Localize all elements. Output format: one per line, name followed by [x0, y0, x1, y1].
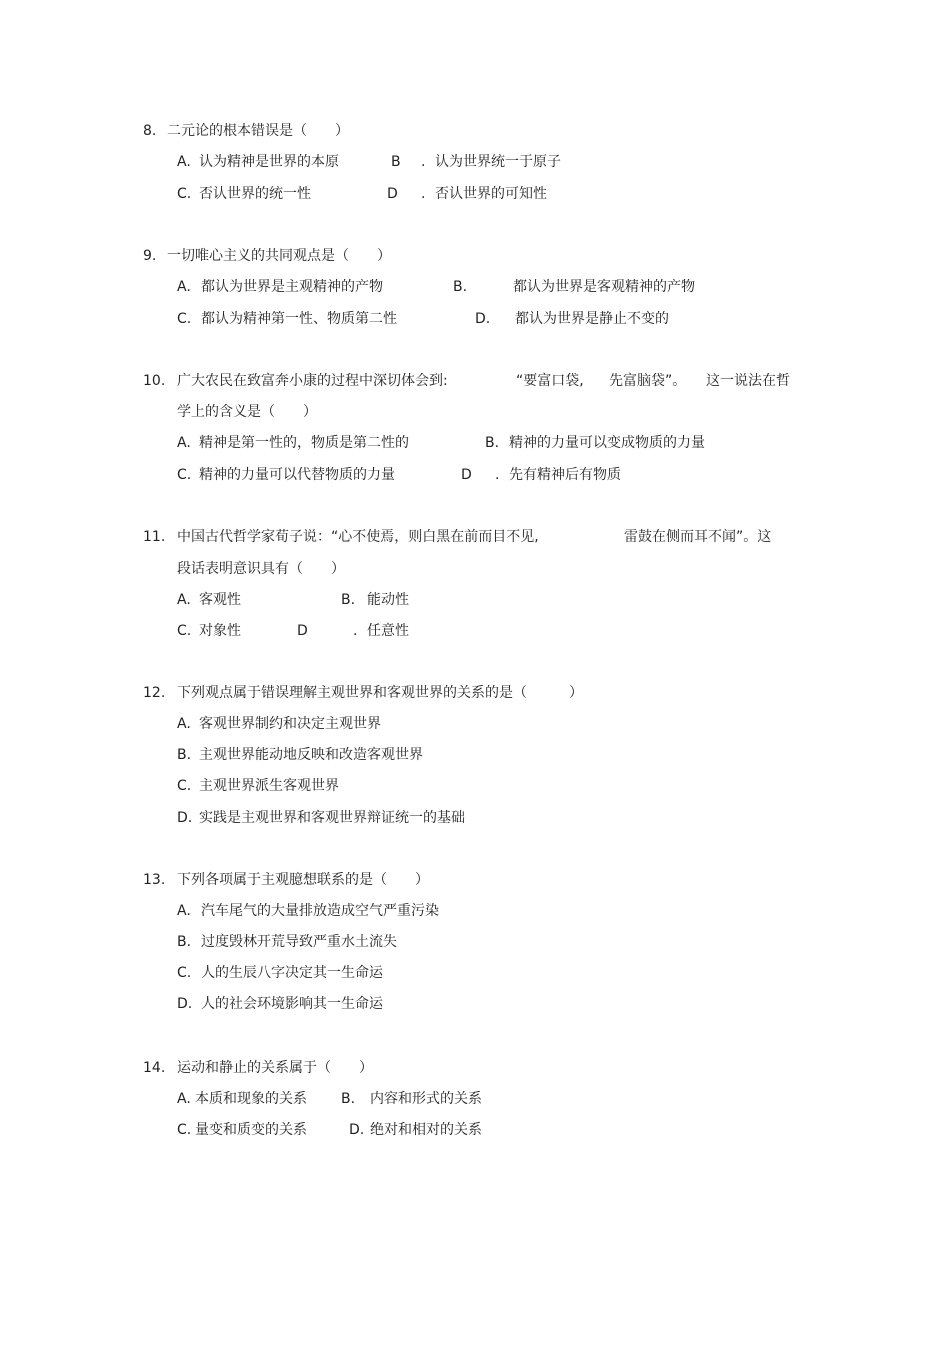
option-separator: .	[495, 467, 500, 483]
option-text: 否认世界的统一性	[199, 186, 311, 202]
option-letter: A.	[177, 279, 191, 295]
option-text: 人的生辰八字决定其一生命运	[201, 965, 383, 981]
option-letter: C.	[177, 1122, 192, 1138]
option-text: 内容和形式的关系	[370, 1091, 482, 1107]
option-letter: B.	[177, 747, 192, 763]
option-letter: B.	[341, 592, 356, 608]
option-text: 任意性	[367, 623, 409, 639]
question-number: 12.	[143, 685, 166, 701]
option-letter: A.	[177, 592, 191, 608]
option-text: 都认为世界是静止不变的	[515, 311, 669, 327]
option-text: 人的社会环境影响其一生命运	[201, 996, 383, 1012]
question-number: 14.	[143, 1060, 166, 1076]
option-text: 过度毁林开荒导致严重水土流失	[201, 934, 397, 950]
option-text: 对象性	[199, 623, 241, 639]
option-letter: D.	[349, 1122, 365, 1138]
option-letter: B.	[341, 1091, 356, 1107]
option-text: 实践是主观世界和客观世界辩证统一的基础	[199, 810, 465, 826]
question-text: 广大农民在致富奔小康的过程中深切体会到:	[177, 373, 448, 389]
option-letter: A.	[177, 716, 191, 732]
option-text: 精神的力量可以代替物质的力量	[199, 467, 395, 483]
option-letter: C.	[177, 467, 192, 483]
option-text: 精神的力量可以变成物质的力量	[509, 435, 705, 451]
option-letter: C.	[177, 186, 192, 202]
option-letter: B.	[485, 435, 500, 451]
question-number: 11.	[143, 529, 166, 545]
option-letter: B	[391, 154, 401, 170]
option-letter: D.	[177, 810, 193, 826]
option-letter: D	[461, 467, 472, 483]
question-text: 这一说法在哲	[706, 373, 790, 389]
option-text: 都认为世界是主观精神的产物	[201, 279, 383, 295]
option-text: 否认世界的可知性	[435, 186, 547, 202]
option-letter: C.	[177, 623, 192, 639]
option-text: 精神是第一性的，物质是第二性的	[199, 435, 409, 451]
question-text: 一切唯心主义的共同观点是（ ）	[167, 248, 391, 264]
option-letter: A.	[177, 903, 191, 919]
option-letter: C.	[177, 311, 192, 327]
option-letter: A.	[177, 1091, 191, 1107]
option-letter: C.	[177, 778, 192, 794]
option-letter: D	[387, 186, 398, 202]
question-number: 13.	[143, 872, 166, 888]
option-letter: D.	[177, 996, 193, 1012]
question-text: 雷鼓在侧而耳不闻”。这	[624, 529, 772, 545]
question-text: 先富脑袋”。	[609, 373, 687, 389]
question-text: 下列各项属于主观臆想联系的是（ ）	[177, 872, 429, 888]
option-letter: B.	[453, 279, 468, 295]
option-letter: D	[297, 623, 308, 639]
option-letter: C.	[177, 965, 192, 981]
option-separator: .	[421, 186, 426, 202]
option-text: 本质和现象的关系	[195, 1091, 307, 1107]
option-text: 能动性	[367, 592, 409, 608]
question-number: 8.	[143, 123, 157, 139]
question-number: 10.	[143, 373, 166, 389]
option-letter: B.	[177, 934, 192, 950]
question-text: 下列观点属于错误理解主观世界和客观世界的关系的是（ ）	[177, 685, 583, 701]
question-number: 9.	[143, 248, 157, 264]
option-letter: D.	[475, 311, 491, 327]
option-text: 都认为世界是客观精神的产物	[513, 279, 695, 295]
question-text: “要富口袋,	[516, 373, 584, 389]
question-text: 运动和静止的关系属于（ ）	[177, 1060, 373, 1076]
option-text: 汽车尾气的大量排放造成空气严重污染	[201, 903, 439, 919]
question-text: 二元论的根本错误是（ ）	[167, 123, 349, 139]
option-letter: A.	[177, 154, 191, 170]
option-text: 认为世界统一于原子	[435, 154, 561, 170]
option-text: 主观世界能动地反映和改造客观世界	[199, 747, 423, 763]
question-text: 学上的含义是（ ）	[177, 404, 317, 420]
option-text: 量变和质变的关系	[195, 1122, 307, 1138]
question-text: 中国古代哲学家荀子说：“心不使焉，则白黑在前而目不见,	[177, 529, 539, 545]
option-text: 都认为精神第一性、物质第二性	[201, 311, 397, 327]
option-text: 认为精神是世界的本原	[199, 154, 339, 170]
option-separator: .	[353, 623, 358, 639]
option-text: 客观世界制约和决定主观世界	[199, 716, 381, 732]
option-text: 主观世界派生客观世界	[199, 778, 339, 794]
question-text: 段话表明意识具有（ ）	[177, 561, 345, 577]
option-text: 绝对和相对的关系	[370, 1122, 482, 1138]
option-text: 先有精神后有物质	[509, 467, 621, 483]
option-text: 客观性	[199, 592, 241, 608]
option-letter: A.	[177, 435, 191, 451]
option-separator: .	[421, 154, 426, 170]
